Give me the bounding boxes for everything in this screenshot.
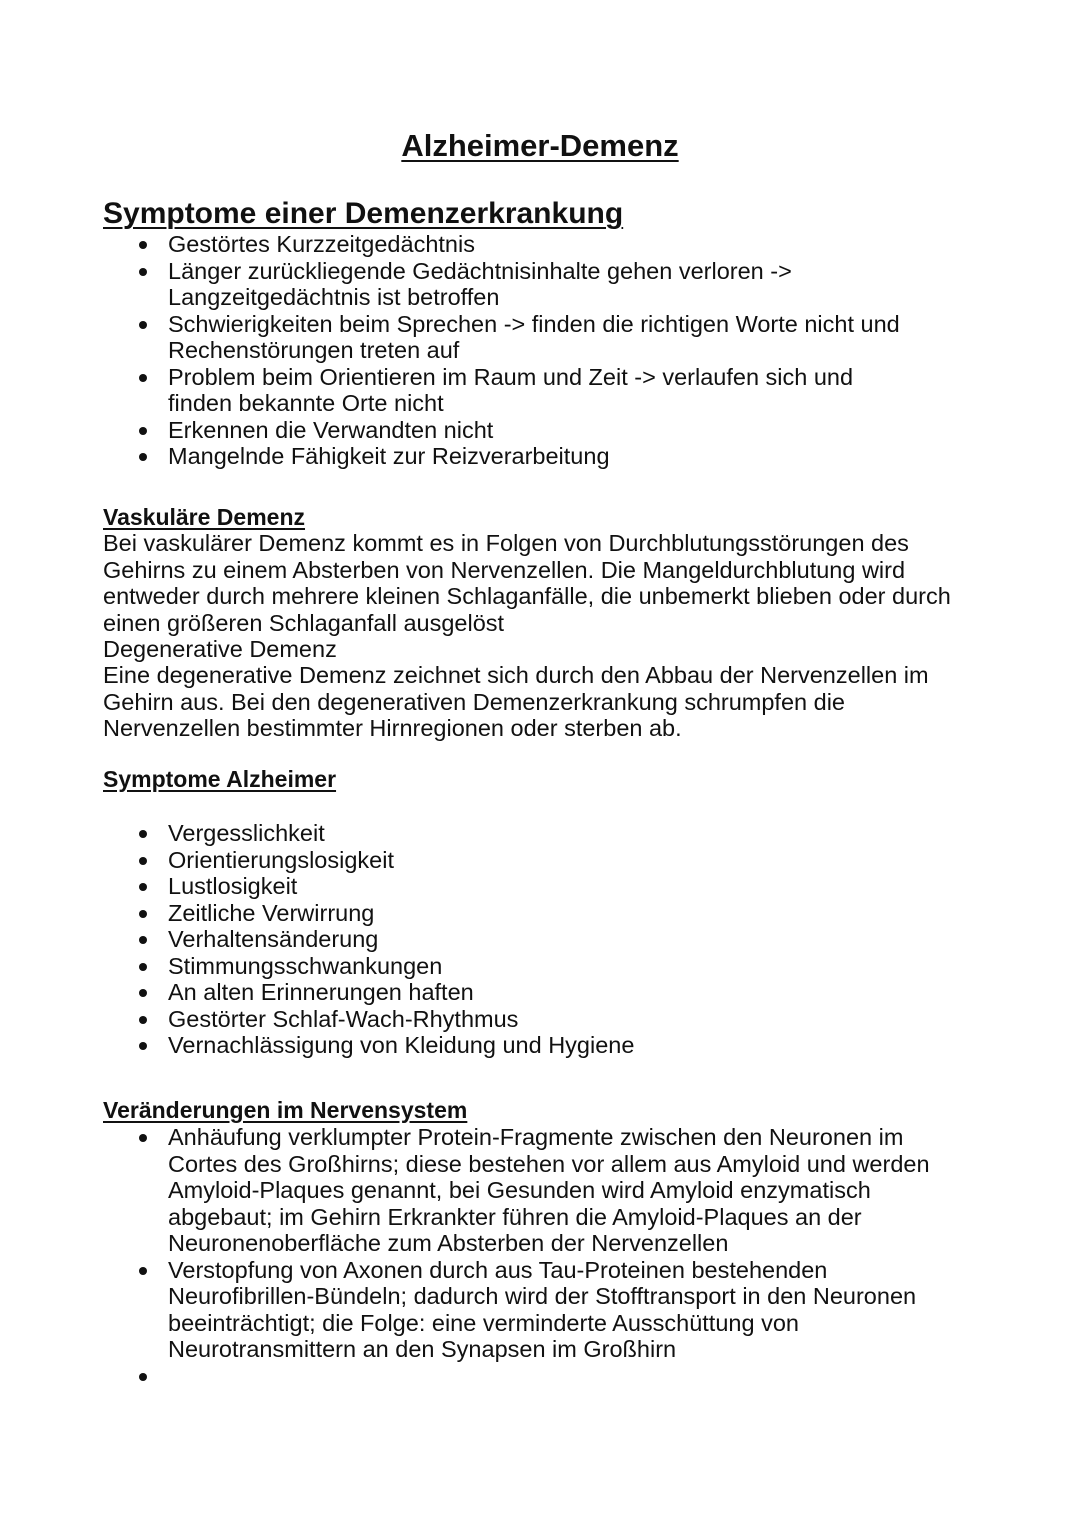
bullet-icon <box>139 1016 147 1024</box>
list-item <box>0 1363 1000 1390</box>
heading-nervous-system-changes: Veränderungen im Nervensystem <box>103 1097 468 1123</box>
bullet-icon <box>139 1134 147 1142</box>
list-item: Verhaltensänderung <box>0 926 1000 953</box>
degenerative-dementia-text: Eine degenerative Demenz zeichnet sich durch den Abbau der Nervenzellen im Gehirn aus. Bei den degenerativen Demenzerkrankung schrumpfen die Nervenzellen bestimmter Hirnregionen oder sterben ab. <box>103 662 929 741</box>
list-item: Orientierungslosigkeit <box>0 847 1000 874</box>
document-title: Alzheimer-Demenz <box>401 128 679 163</box>
list-item: Anhäufung verklumpter Protein-Fragmente zwischen den Neuronen im Cortes des Großhirns; diese bestehen vor allem aus Amyloid und werden Amyloid-Plaques genannt, bei Gesunden wird Amyloid enzymatisch abgebaut; im Gehirn Erkrankter führen die Amyloid-Plaques an der Neuronenoberfläche zum Absterben der Nervenzellen <box>0 1124 1000 1257</box>
bullet-icon <box>139 1373 147 1381</box>
list-item: Gestörter Schlaf-Wach-Rhythmus <box>0 1006 1000 1033</box>
heading-degenerative-dementia: Degenerative Demenz <box>103 636 337 662</box>
list-item: Schwierigkeiten beim Sprechen -> finden die richtigen Worte nicht und Rechenstörungen treten auf <box>0 311 1000 364</box>
list-item: Verstopfung von Axonen durch aus Tau-Proteinen bestehenden Neurofibrillen-Bündeln; dadurch wird der Stofftransport in den Neuronen beeinträchtigt; die Folge: eine verminderte Ausschüttung von Neurotransmittern an den Synapsen im Großhirn <box>0 1257 1000 1363</box>
bullet-icon <box>139 830 147 838</box>
list-item: Zeitliche Verwirrung <box>0 900 1000 927</box>
bullet-icon <box>139 936 147 944</box>
bullet-icon <box>139 453 147 461</box>
bullet-icon <box>139 989 147 997</box>
list-item: Problem beim Orientieren im Raum und Zeit -> verlaufen sich und finden bekannte Orte nicht <box>0 364 1000 417</box>
list-item: Stimmungsschwankungen <box>0 953 1000 980</box>
bullet-icon <box>139 427 147 435</box>
bullet-icon <box>139 883 147 891</box>
bullet-icon <box>139 241 147 249</box>
bullet-icon <box>139 374 147 382</box>
bullet-icon <box>139 1042 147 1050</box>
symptoms-dementia-list <box>0 231 1000 470</box>
bullet-icon <box>139 963 147 971</box>
bullet-icon <box>139 321 147 329</box>
list-item: Erkennen die Verwandten nicht <box>0 417 1000 444</box>
list-item: Vernachlässigung von Kleidung und Hygiene <box>0 1032 1000 1059</box>
bullet-icon <box>139 910 147 918</box>
nervous-system-list <box>0 1124 1000 1389</box>
heading-alzheimer-symptoms: Symptome Alzheimer <box>103 766 337 792</box>
list-item: Vergesslichkeit <box>0 820 1000 847</box>
list-item: Lustlosigkeit <box>0 873 1000 900</box>
bullet-icon <box>139 268 147 276</box>
bullet-icon <box>139 857 147 865</box>
vascular-dementia-text: Bei vaskulärer Demenz kommt es in Folgen von Durchblutungsstörungen des Gehirns zu einem Absterben von Nervenzellen. Die Mangeldurchblutung wird entweder durch mehrere kleinen Schlaganfälle, die unbemerkt blieben oder durch einen größeren Schlaganfall ausgelöst <box>103 530 951 636</box>
list-item: Gestörtes Kurzzeitgedächtnis <box>0 231 1000 258</box>
list-item: Länger zurückliegende Gedächtnisinhalte gehen verloren -> Langzeitgedächtnis ist betroffen <box>0 258 1000 311</box>
heading-symptoms-dementia: Symptome einer Demenzerkrankung <box>103 197 624 230</box>
bullet-icon <box>139 1267 147 1275</box>
alzheimer-symptoms-list <box>0 820 1000 1059</box>
heading-vascular-dementia: Vaskuläre Demenz <box>103 504 306 530</box>
list-item: Mangelnde Fähigkeit zur Reizverarbeitung <box>0 443 1000 470</box>
list-item: An alten Erinnerungen haften <box>0 979 1000 1006</box>
